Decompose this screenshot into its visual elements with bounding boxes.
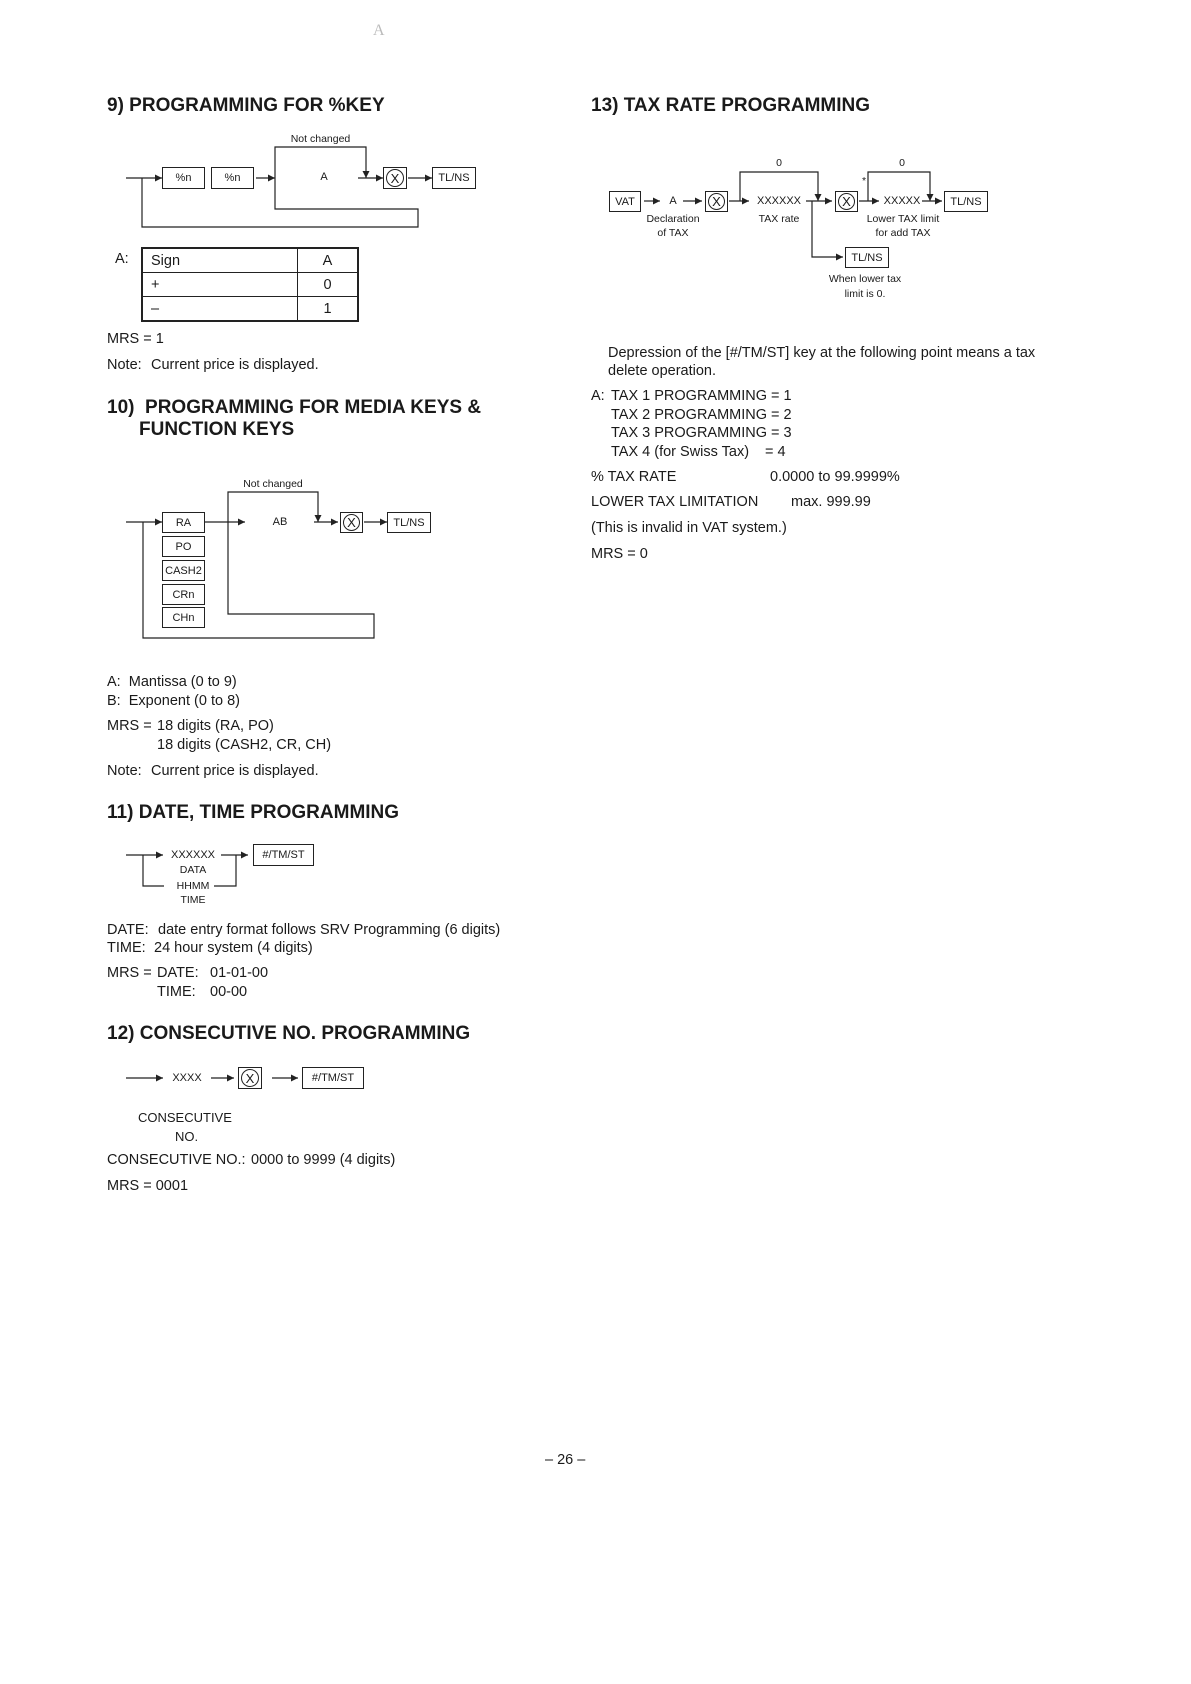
s13-x-key-1 bbox=[705, 191, 728, 212]
multiply-icon: X bbox=[838, 193, 855, 210]
s11-date-desc-label: DATE: bbox=[107, 922, 149, 938]
s13-tax-4: TAX 4 (for Swiss Tax) bbox=[611, 444, 750, 460]
multiply-icon: X bbox=[386, 169, 404, 187]
s13-tax-3: TAX 3 PROGRAMMING = 3 bbox=[611, 425, 792, 441]
section-9-title: 9) PROGRAMMING FOR %KEY bbox=[107, 95, 385, 116]
s10-input-ab: AB bbox=[272, 516, 288, 528]
table-cell: + bbox=[142, 273, 298, 297]
section-10-title-line-1: 10) PROGRAMMING FOR MEDIA KEYS & bbox=[107, 397, 482, 418]
s13-limit-input: XXXXX bbox=[883, 195, 921, 207]
s13-caption-when-lower: When lower tax bbox=[828, 273, 902, 285]
s10-note-label: Note: bbox=[107, 763, 142, 779]
s13-tax-4-value: = 4 bbox=[765, 444, 786, 460]
s9-note: Current price is displayed. bbox=[151, 357, 319, 373]
s11-time-label: TIME bbox=[180, 894, 206, 906]
s11-mrs-time-label: TIME: bbox=[157, 984, 196, 1000]
table-cell: 1 bbox=[298, 297, 359, 322]
s12-range-label: CONSECUTIVE NO.: bbox=[107, 1152, 246, 1168]
s13-caption-of-tax: of TAX bbox=[657, 227, 689, 239]
s13-caption-limit-zero: limit is 0. bbox=[844, 288, 886, 300]
s9-tlns-key: TL/NS bbox=[432, 167, 476, 189]
s10-key-crn: CRn bbox=[162, 584, 205, 605]
s13-rate-input: XXXXXX bbox=[756, 195, 802, 207]
section-13-title: 13) TAX RATE PROGRAMMING bbox=[591, 95, 871, 116]
s10-key-ra: RA bbox=[162, 512, 205, 533]
s12-mrs: MRS = 0001 bbox=[107, 1178, 189, 1194]
s13-input-a: A bbox=[669, 195, 677, 207]
s13-depression-line-2: delete operation. bbox=[608, 363, 717, 379]
s11-mrs-label: MRS = bbox=[107, 965, 152, 981]
s9-input-a: A bbox=[320, 171, 328, 183]
s13-alt-tlns-key: TL/NS bbox=[845, 247, 889, 268]
s11-date-desc: date entry format follows SRV Programming (6 digits) bbox=[158, 922, 501, 938]
page-number: – 26 – bbox=[545, 1452, 586, 1468]
s12-caption-line-2: NO. bbox=[175, 1129, 199, 1144]
s13-caption-for-add-tax: for add TAX bbox=[875, 227, 931, 239]
s10-not-changed-label: Not changed bbox=[243, 478, 303, 490]
s10-b-desc: B: Exponent (0 to 8) bbox=[107, 693, 240, 709]
s13-caption-declaration: Declaration bbox=[646, 213, 700, 225]
s10-tlns-key: TL/NS bbox=[387, 512, 431, 533]
s11-mrs-time: 00-00 bbox=[210, 984, 248, 1000]
s11-time-desc-label: TIME: bbox=[107, 940, 146, 956]
s12-input: XXXX bbox=[172, 1072, 202, 1084]
table-header-sign: Sign bbox=[142, 248, 298, 273]
multiply-icon: X bbox=[241, 1069, 259, 1087]
s13-tax-1: TAX 1 PROGRAMMING = 1 bbox=[611, 388, 792, 404]
s11-mrs-date: 01-01-00 bbox=[210, 965, 269, 981]
s13-x-key-2 bbox=[835, 191, 858, 212]
s10-key-chn: CHn bbox=[162, 607, 205, 628]
s11-date-label: DATA bbox=[179, 864, 207, 876]
table-header-a: A bbox=[298, 248, 359, 273]
multiply-icon: X bbox=[708, 193, 725, 210]
s11-time-desc: 24 hour system (4 digits) bbox=[154, 940, 313, 956]
s13-mrs: MRS = 0 bbox=[591, 546, 648, 562]
s9-table-label: A: bbox=[115, 251, 129, 267]
s13-tax-2: TAX 2 PROGRAMMING = 2 bbox=[611, 407, 792, 423]
s12-tmst-key: #/TM/ST bbox=[302, 1067, 364, 1089]
s13-limit-label: LOWER TAX LIMITATION bbox=[591, 494, 759, 510]
s13-depression-line-1: Depression of the [#/TM/ST] key at the following point means a tax bbox=[608, 345, 1036, 361]
s10-mrs-label: MRS = bbox=[107, 718, 152, 734]
s9-percent-key-2: %n bbox=[211, 167, 254, 189]
s13-zero-1: 0 bbox=[776, 157, 782, 169]
s10-key-cash2: CASH2 bbox=[162, 560, 205, 581]
table-cell: – bbox=[142, 297, 298, 322]
s9-percent-key-1: %n bbox=[162, 167, 205, 189]
s10-mrs-line-2: 18 digits (CASH2, CR, CH) bbox=[157, 737, 332, 753]
s11-date-input: XXXXXX bbox=[170, 849, 216, 861]
s12-caption-line-1: CONSECUTIVE bbox=[138, 1110, 232, 1125]
s13-rate-value: 0.0000 to 99.9999% bbox=[770, 469, 900, 485]
s13-zero-2: 0 bbox=[899, 157, 905, 169]
s10-mrs-line-1: 18 digits (RA, PO) bbox=[157, 718, 274, 734]
s9-note-label: Note: bbox=[107, 357, 142, 373]
table-cell: 0 bbox=[298, 273, 359, 297]
s13-limit-value: max. 999.99 bbox=[791, 494, 871, 510]
s13-star: * bbox=[861, 175, 867, 187]
multiply-icon: X bbox=[343, 514, 360, 531]
s10-note: Current price is displayed. bbox=[151, 763, 319, 779]
s11-time-input: HHMM bbox=[176, 880, 210, 892]
s9-not-changed-label: Not changed bbox=[290, 133, 351, 145]
section-11-title: 11) DATE, TIME PROGRAMMING bbox=[107, 802, 400, 823]
s13-tlns-key: TL/NS bbox=[944, 191, 988, 212]
s11-mrs-date-label: DATE: bbox=[157, 965, 199, 981]
s11-tmst-key: #/TM/ST bbox=[253, 844, 314, 866]
s13-invalid-note: (This is invalid in VAT system.) bbox=[591, 520, 787, 536]
s13-caption-lower-limit: Lower TAX limit bbox=[866, 213, 940, 225]
s13-a-label: A: bbox=[591, 388, 605, 404]
s13-caption-tax-rate: TAX rate bbox=[758, 213, 800, 225]
s12-range: 0000 to 9999 (4 digits) bbox=[251, 1152, 396, 1168]
s13-vat-key: VAT bbox=[609, 191, 641, 212]
section-10-title-line-2: FUNCTION KEYS bbox=[139, 419, 295, 440]
s13-rate-label: % TAX RATE bbox=[591, 469, 677, 485]
s10-key-po: PO bbox=[162, 536, 205, 557]
header-mark: A bbox=[373, 22, 385, 39]
s9-mrs: MRS = 1 bbox=[107, 331, 164, 347]
s10-a-desc: A: Mantissa (0 to 9) bbox=[107, 674, 237, 690]
section-12-title: 12) CONSECUTIVE NO. PROGRAMMING bbox=[107, 1023, 471, 1044]
